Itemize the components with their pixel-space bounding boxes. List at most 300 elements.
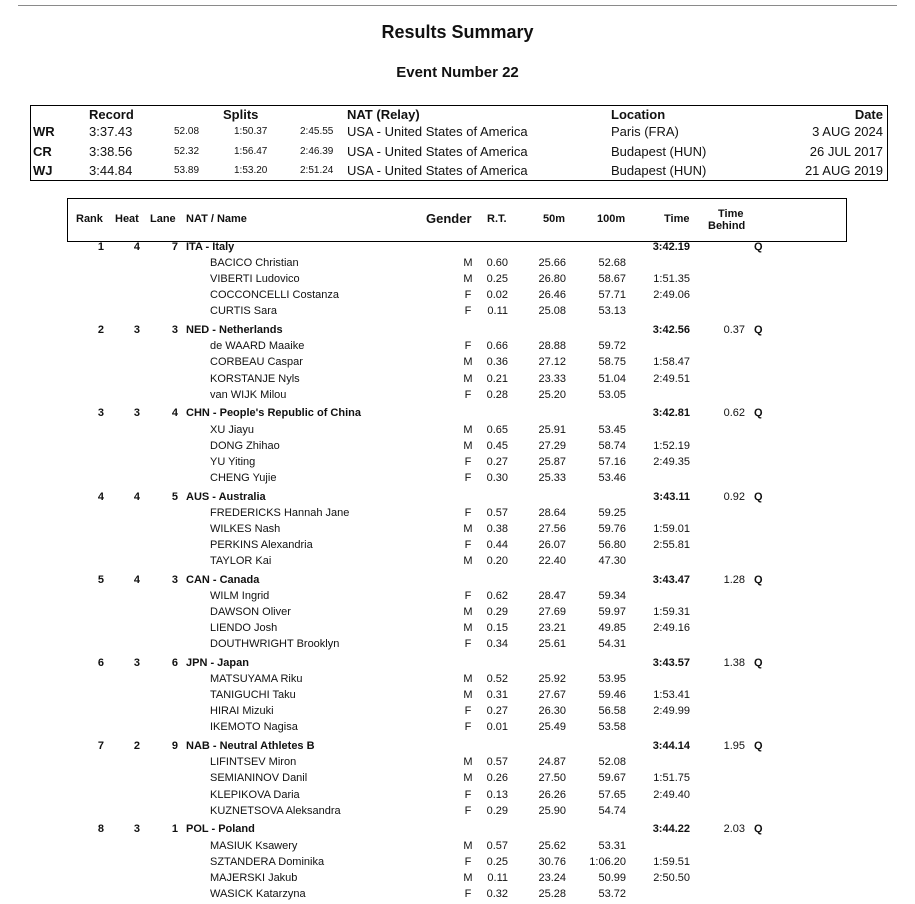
- swimmer-gender: M: [463, 673, 473, 686]
- swimmer-row: [0, 689, 915, 705]
- swimmer-row: [0, 440, 915, 456]
- team-lane: 4: [171, 407, 178, 420]
- swimmer-name: TANIGUCHI Taku: [210, 689, 296, 702]
- swimmer-name: CURTIS Sara: [210, 305, 278, 318]
- swimmer-split: 2:49.51: [653, 372, 690, 385]
- qualified-marker: Q: [754, 823, 763, 836]
- swimmer-row: [0, 340, 915, 356]
- record-split-2: 1:56.47: [234, 145, 268, 157]
- swimmer-split: 2:50.50: [653, 871, 690, 884]
- team-time: 3:43.57: [652, 657, 690, 669]
- swimmer-100m: 59.46: [598, 689, 626, 702]
- swimmer-gender: F: [464, 721, 472, 734]
- qualified-marker: Q: [754, 573, 763, 586]
- swimmer-split: 2:49.40: [653, 788, 690, 801]
- col-50m: 50m: [543, 213, 566, 225]
- swimmer-split: 1:59.31: [653, 606, 690, 618]
- record-time: 3:37.43: [89, 124, 133, 139]
- team-heat: 4: [133, 490, 140, 503]
- swimmer-50m: 26.80: [538, 273, 566, 286]
- qualified-marker: Q: [754, 740, 763, 753]
- swimmer-gender: M: [463, 606, 473, 618]
- record-date: 21 AUG 2019: [804, 163, 883, 178]
- swimmer-row: [0, 805, 915, 821]
- team-time-behind: 2.03: [723, 823, 745, 836]
- swimmer-name: CHENG Yujie: [210, 471, 277, 484]
- swimmer-reaction-time: 0.30: [486, 471, 508, 484]
- team-time-behind: 1.95: [723, 740, 745, 753]
- swimmer-row: [0, 772, 915, 788]
- record-split-3: 2:51.24: [300, 165, 334, 176]
- swimmer-row: [0, 789, 915, 805]
- team-row: [0, 324, 915, 340]
- team-rank: 7: [97, 740, 104, 753]
- swimmer-name: YU Yiting: [210, 455, 256, 468]
- team-name: POL - Poland: [186, 823, 255, 836]
- swimmer-name: van WIJK Milou: [210, 388, 287, 401]
- swimmer-name: BACICO Christian: [210, 257, 299, 270]
- team-row: [0, 241, 915, 257]
- record-date: 3 AUG 2024: [812, 124, 883, 139]
- qualified-marker: Q: [754, 407, 763, 420]
- swimmer-gender: F: [464, 887, 472, 900]
- records-header-date: Date: [854, 107, 883, 122]
- record-code: CR: [33, 143, 52, 159]
- event-number: Event Number 22: [396, 64, 519, 81]
- swimmer-100m: 59.25: [598, 506, 626, 519]
- swimmer-reaction-time: 0.27: [486, 705, 508, 718]
- team-heat: 3: [133, 657, 140, 669]
- swimmer-reaction-time: 0.21: [486, 372, 508, 385]
- team-lane: 5: [171, 490, 178, 503]
- swimmer-50m: 25.61: [538, 638, 566, 651]
- col-time-behind-2: Behind: [708, 220, 746, 232]
- record-split-3: 2:45.55: [300, 126, 334, 137]
- swimmer-row: [0, 590, 915, 606]
- swimmer-reaction-time: 0.60: [486, 257, 508, 270]
- swimmer-row: [0, 456, 915, 472]
- record-split-1: 52.08: [174, 126, 200, 137]
- swimmer-gender: F: [464, 289, 472, 302]
- swimmer-split: 1:51.35: [653, 273, 690, 286]
- team-name: AUS - Australia: [186, 490, 266, 503]
- team-heat: 2: [133, 740, 140, 753]
- swimmer-50m: 25.92: [538, 673, 566, 686]
- swimmer-row: [0, 289, 915, 305]
- team-name: ITA - Italy: [186, 241, 235, 253]
- team-row: [0, 823, 915, 839]
- swimmer-split: 2:49.35: [653, 455, 690, 468]
- swimmer-50m: 27.69: [538, 606, 566, 618]
- swimmer-reaction-time: 0.29: [486, 804, 508, 817]
- team-time-behind: 1.38: [723, 657, 745, 669]
- swimmer-50m: 25.90: [538, 804, 566, 817]
- swimmer-row: [0, 856, 915, 872]
- swimmer-name: MATSUYAMA Riku: [210, 673, 303, 686]
- col-heat: Heat: [115, 213, 139, 225]
- swimmer-gender: F: [464, 506, 472, 519]
- swimmer-gender: F: [464, 305, 472, 318]
- col-rank: Rank: [76, 213, 103, 225]
- swimmer-reaction-time: 0.13: [486, 788, 508, 801]
- swimmer-reaction-time: 0.66: [486, 340, 508, 353]
- team-row: [0, 491, 915, 507]
- swimmer-split: 1:59.51: [653, 855, 690, 868]
- swimmer-name: WILKES Nash: [210, 522, 281, 535]
- swimmer-reaction-time: 0.57: [486, 506, 508, 519]
- swimmer-100m: 54.31: [598, 638, 626, 651]
- swimmer-50m: 23.24: [538, 871, 566, 884]
- swimmer-50m: 27.12: [538, 356, 566, 369]
- team-time: 3:42.56: [652, 324, 690, 337]
- swimmer-name: WILM Ingrid: [210, 589, 270, 602]
- swimmer-name: MASIUK Ksawery: [210, 839, 298, 852]
- record-split-3: 2:46.39: [300, 145, 334, 157]
- swimmer-100m: 1:06.20: [589, 855, 626, 868]
- swimmer-split: 2:49.06: [653, 289, 690, 302]
- swimmer-row: [0, 356, 915, 372]
- team-time: 3:43.11: [653, 490, 690, 503]
- results-header: [67, 198, 847, 242]
- swimmer-name: MAJERSKI Jakub: [210, 871, 298, 884]
- team-name: JPN - Japan: [186, 657, 249, 669]
- swimmer-split: 2:55.81: [653, 538, 690, 551]
- swimmer-row: [0, 523, 915, 539]
- swimmer-100m: 54.74: [598, 804, 626, 817]
- swimmer-50m: 27.56: [538, 522, 566, 535]
- swimmer-gender: M: [463, 555, 473, 567]
- swimmer-name: LIENDO Josh: [210, 622, 278, 635]
- swimmer-reaction-time: 0.11: [487, 871, 508, 884]
- swimmer-100m: 56.58: [598, 705, 626, 718]
- swimmer-row: [0, 721, 915, 737]
- swimmer-reaction-time: 0.26: [486, 772, 508, 785]
- record-nat: USA - United States of America: [347, 143, 528, 159]
- top-divider: [18, 5, 897, 6]
- swimmer-reaction-time: 0.57: [486, 839, 508, 852]
- team-time: 3:44.14: [652, 740, 690, 753]
- swimmer-100m: 53.72: [598, 887, 626, 900]
- team-lane: 6: [171, 657, 178, 669]
- team-lane: 3: [171, 573, 178, 586]
- team-rank: 5: [97, 573, 104, 586]
- record-nat: USA - United States of America: [347, 163, 528, 178]
- swimmer-row: [0, 756, 915, 772]
- swimmer-100m: 53.46: [598, 471, 626, 484]
- swimmer-row: [0, 673, 915, 689]
- swimmer-50m: 27.50: [538, 772, 566, 785]
- col-name: NAT / Name: [186, 213, 247, 225]
- team-lane: 7: [171, 241, 178, 253]
- swimmer-50m: 28.64: [538, 506, 566, 519]
- record-split-1: 53.89: [174, 165, 200, 176]
- team-lane: 1: [171, 823, 178, 836]
- swimmer-split: 1:51.75: [653, 772, 690, 785]
- team-heat: 4: [133, 573, 140, 586]
- swimmer-100m: 53.45: [598, 423, 626, 436]
- swimmer-row: [0, 638, 915, 654]
- swimmer-100m: 53.95: [598, 673, 626, 686]
- team-heat: 3: [133, 823, 140, 836]
- swimmer-reaction-time: 0.02: [486, 289, 508, 302]
- swimmer-row: [0, 305, 915, 321]
- swimmer-reaction-time: 0.01: [486, 721, 508, 734]
- qualified-marker: Q: [754, 241, 763, 253]
- record-code: WR: [33, 124, 55, 139]
- team-time: 3:42.19: [652, 241, 690, 253]
- swimmer-50m: 26.30: [538, 705, 566, 718]
- swimmer-reaction-time: 0.25: [486, 273, 508, 286]
- swimmer-row: [0, 507, 915, 523]
- swimmer-gender: M: [463, 689, 473, 702]
- team-heat: 3: [133, 324, 140, 337]
- team-time-behind: 0.92: [723, 490, 745, 503]
- swimmer-name: FREDERICKS Hannah Jane: [210, 506, 350, 519]
- swimmer-reaction-time: 0.38: [486, 522, 508, 535]
- swimmer-50m: 25.20: [538, 388, 566, 401]
- team-time-behind: 0.37: [723, 324, 745, 337]
- swimmer-name: LIFINTSEV Miron: [210, 756, 297, 769]
- swimmer-reaction-time: 0.31: [486, 689, 508, 702]
- swimmer-name: KLEPIKOVA Daria: [210, 788, 300, 801]
- qualified-marker: Q: [754, 490, 763, 503]
- swimmer-reaction-time: 0.65: [486, 423, 508, 436]
- swimmer-row: [0, 872, 915, 888]
- team-name: NED - Netherlands: [186, 324, 283, 337]
- swimmer-gender: F: [464, 455, 472, 468]
- swimmer-name: DAWSON Oliver: [210, 606, 291, 618]
- swimmer-split: 1:53.41: [653, 689, 690, 702]
- swimmer-name: CORBEAU Caspar: [210, 356, 303, 369]
- swimmer-row: [0, 389, 915, 405]
- team-rank: 4: [97, 490, 104, 503]
- swimmer-100m: 59.97: [598, 606, 626, 618]
- record-nat: USA - United States of America: [347, 124, 528, 139]
- swimmer-row: [0, 622, 915, 638]
- swimmer-50m: 26.26: [538, 788, 566, 801]
- swimmer-reaction-time: 0.34: [486, 638, 508, 651]
- swimmer-row: [0, 888, 915, 904]
- swimmer-reaction-time: 0.11: [487, 305, 508, 318]
- swimmer-gender: M: [463, 273, 473, 286]
- swimmer-50m: 25.28: [538, 887, 566, 900]
- swimmer-gender: F: [464, 638, 472, 651]
- record-split-1: 52.32: [174, 145, 200, 157]
- team-rank: 6: [97, 657, 104, 669]
- swimmer-gender: F: [464, 855, 472, 868]
- col-gender: Gender: [426, 211, 472, 226]
- swimmer-reaction-time: 0.57: [486, 756, 508, 769]
- team-rank: 1: [97, 241, 104, 253]
- swimmer-50m: 24.87: [538, 756, 566, 769]
- swimmer-50m: 25.62: [538, 839, 566, 852]
- record-code: WJ: [33, 163, 53, 178]
- col-lane: Lane: [150, 213, 176, 225]
- swimmer-100m: 59.76: [598, 522, 626, 535]
- swimmer-row: [0, 705, 915, 721]
- col-time: Time: [664, 213, 690, 225]
- swimmer-gender: M: [463, 356, 473, 369]
- team-name: NAB - Neutral Athletes B: [186, 740, 315, 753]
- swimmer-50m: 28.47: [538, 589, 566, 602]
- swimmer-gender: F: [464, 589, 472, 602]
- swimmer-50m: 23.21: [538, 622, 566, 635]
- swimmer-gender: M: [463, 522, 473, 535]
- swimmer-50m: 25.87: [538, 455, 566, 468]
- swimmer-gender: M: [463, 423, 473, 436]
- swimmer-50m: 25.49: [538, 721, 566, 734]
- swimmer-reaction-time: 0.27: [486, 455, 508, 468]
- team-rank: 3: [97, 407, 104, 420]
- swimmer-name: PERKINS Alexandria: [210, 538, 313, 551]
- swimmer-gender: M: [463, 372, 473, 385]
- swimmer-split: 1:59.01: [653, 522, 690, 535]
- swimmer-row: [0, 606, 915, 622]
- swimmer-100m: 53.05: [598, 388, 626, 401]
- swimmer-100m: 51.04: [598, 372, 626, 385]
- swimmer-gender: F: [464, 788, 472, 801]
- swimmer-100m: 49.85: [598, 622, 626, 635]
- swimmer-50m: 28.88: [538, 340, 566, 353]
- swimmer-gender: M: [463, 439, 473, 452]
- swimmer-reaction-time: 0.44: [486, 538, 508, 551]
- swimmer-100m: 57.16: [598, 455, 626, 468]
- team-time-behind: 1.28: [723, 573, 745, 586]
- swimmer-name: SEMIANINOV Danil: [210, 772, 308, 785]
- records-header-splits: Splits: [223, 107, 259, 122]
- team-name: CHN - People's Republic of China: [186, 407, 361, 420]
- records-table: [30, 105, 888, 181]
- record-time: 3:44.84: [89, 163, 133, 178]
- swimmer-name: de WAARD Maaike: [210, 340, 305, 353]
- swimmer-split: 1:52.19: [653, 439, 690, 452]
- swimmer-100m: 50.99: [598, 871, 626, 884]
- swimmer-gender: F: [464, 340, 472, 353]
- swimmer-name: WASICK Katarzyna: [210, 887, 306, 900]
- record-location: Budapest (HUN): [611, 143, 707, 159]
- swimmer-50m: 22.40: [538, 555, 566, 567]
- swimmer-reaction-time: 0.45: [486, 439, 508, 452]
- swimmer-gender: F: [464, 705, 472, 718]
- swimmer-gender: M: [463, 871, 473, 884]
- swimmer-100m: 57.71: [598, 289, 626, 302]
- swimmer-reaction-time: 0.15: [486, 622, 508, 635]
- swimmer-name: KORSTANJE Nyls: [210, 372, 300, 385]
- swimmer-100m: 59.72: [598, 340, 626, 353]
- swimmer-row: [0, 257, 915, 273]
- swimmer-split: 2:49.16: [653, 622, 690, 635]
- record-date: 26 JUL 2017: [809, 143, 883, 159]
- swimmer-50m: 26.07: [538, 538, 566, 551]
- swimmer-row: [0, 840, 915, 856]
- team-heat: 3: [133, 407, 140, 420]
- swimmer-reaction-time: 0.28: [486, 388, 508, 401]
- team-lane: 3: [171, 324, 178, 337]
- swimmer-gender: F: [464, 538, 472, 551]
- swimmer-100m: 56.80: [598, 538, 626, 551]
- swimmer-gender: M: [463, 257, 473, 270]
- swimmer-row: [0, 424, 915, 440]
- team-heat: 4: [133, 241, 140, 253]
- swimmer-gender: F: [464, 471, 472, 484]
- col-time-behind-1: Time: [718, 208, 744, 220]
- swimmer-name: DONG Zhihao: [210, 439, 280, 452]
- record-location: Budapest (HUN): [611, 163, 707, 178]
- swimmer-gender: F: [464, 388, 472, 401]
- swimmer-reaction-time: 0.32: [486, 887, 508, 900]
- swimmer-gender: M: [463, 772, 473, 785]
- team-name: CAN - Canada: [186, 573, 260, 586]
- swimmer-100m: 58.74: [598, 439, 626, 452]
- team-time: 3:44.22: [652, 823, 690, 836]
- swimmer-100m: 52.68: [598, 257, 626, 270]
- swimmer-reaction-time: 0.29: [486, 606, 508, 618]
- swimmer-reaction-time: 0.62: [486, 589, 508, 602]
- swimmer-100m: 59.34: [598, 589, 626, 602]
- swimmer-name: VIBERTI Ludovico: [210, 273, 300, 286]
- record-time: 3:38.56: [89, 143, 133, 159]
- swimmer-name: XU Jiayu: [210, 423, 255, 436]
- col-100m: 100m: [597, 213, 626, 225]
- col-rt: R.T.: [487, 213, 507, 225]
- swimmer-reaction-time: 0.52: [486, 673, 508, 686]
- swimmer-100m: 47.30: [598, 555, 626, 567]
- swimmer-50m: 27.67: [538, 689, 566, 702]
- team-rank: 2: [97, 324, 104, 337]
- swimmer-100m: 52.08: [598, 756, 626, 769]
- team-row: [0, 574, 915, 590]
- swimmer-name: SZTANDERA Dominika: [210, 855, 325, 868]
- swimmer-100m: 59.67: [598, 772, 626, 785]
- swimmer-gender: M: [463, 756, 473, 769]
- swimmer-row: [0, 555, 915, 571]
- swimmer-row: [0, 373, 915, 389]
- swimmer-name: COCCONCELLI Costanza: [210, 289, 339, 302]
- swimmer-name: KUZNETSOVA Aleksandra: [210, 804, 341, 817]
- team-time-behind: 0.62: [723, 407, 745, 420]
- swimmer-50m: 25.33: [538, 471, 566, 484]
- swimmer-reaction-time: 0.25: [486, 855, 508, 868]
- swimmer-50m: 30.76: [538, 855, 566, 868]
- team-rank: 8: [97, 823, 104, 836]
- swimmer-gender: M: [463, 622, 473, 635]
- swimmer-reaction-time: 0.20: [486, 555, 508, 567]
- team-time: 3:43.47: [652, 573, 690, 586]
- swimmer-name: HIRAI Mizuki: [210, 705, 274, 718]
- qualified-marker: Q: [754, 324, 763, 337]
- records-header-nat: NAT (Relay): [347, 107, 420, 122]
- swimmer-100m: 53.13: [598, 305, 626, 318]
- swimmer-name: IKEMOTO Nagisa: [210, 721, 298, 734]
- swimmer-50m: 25.66: [538, 257, 566, 270]
- swimmer-50m: 25.91: [538, 423, 566, 436]
- swimmer-100m: 58.67: [598, 273, 626, 286]
- page-title: Results Summary: [381, 22, 534, 42]
- team-time: 3:42.81: [652, 407, 690, 420]
- team-lane: 9: [171, 740, 178, 753]
- swimmer-row: [0, 472, 915, 488]
- records-header-location: Location: [611, 107, 666, 122]
- swimmer-name: DOUTHWRIGHT Brooklyn: [210, 638, 340, 651]
- swimmer-50m: 25.08: [538, 305, 566, 318]
- record-split-2: 1:53.20: [234, 165, 268, 176]
- swimmer-name: TAYLOR Kai: [210, 555, 272, 567]
- swimmer-row: [0, 539, 915, 555]
- record-split-2: 1:50.37: [234, 126, 268, 137]
- team-row: [0, 740, 915, 756]
- swimmer-100m: 53.58: [598, 721, 626, 734]
- swimmer-row: [0, 273, 915, 289]
